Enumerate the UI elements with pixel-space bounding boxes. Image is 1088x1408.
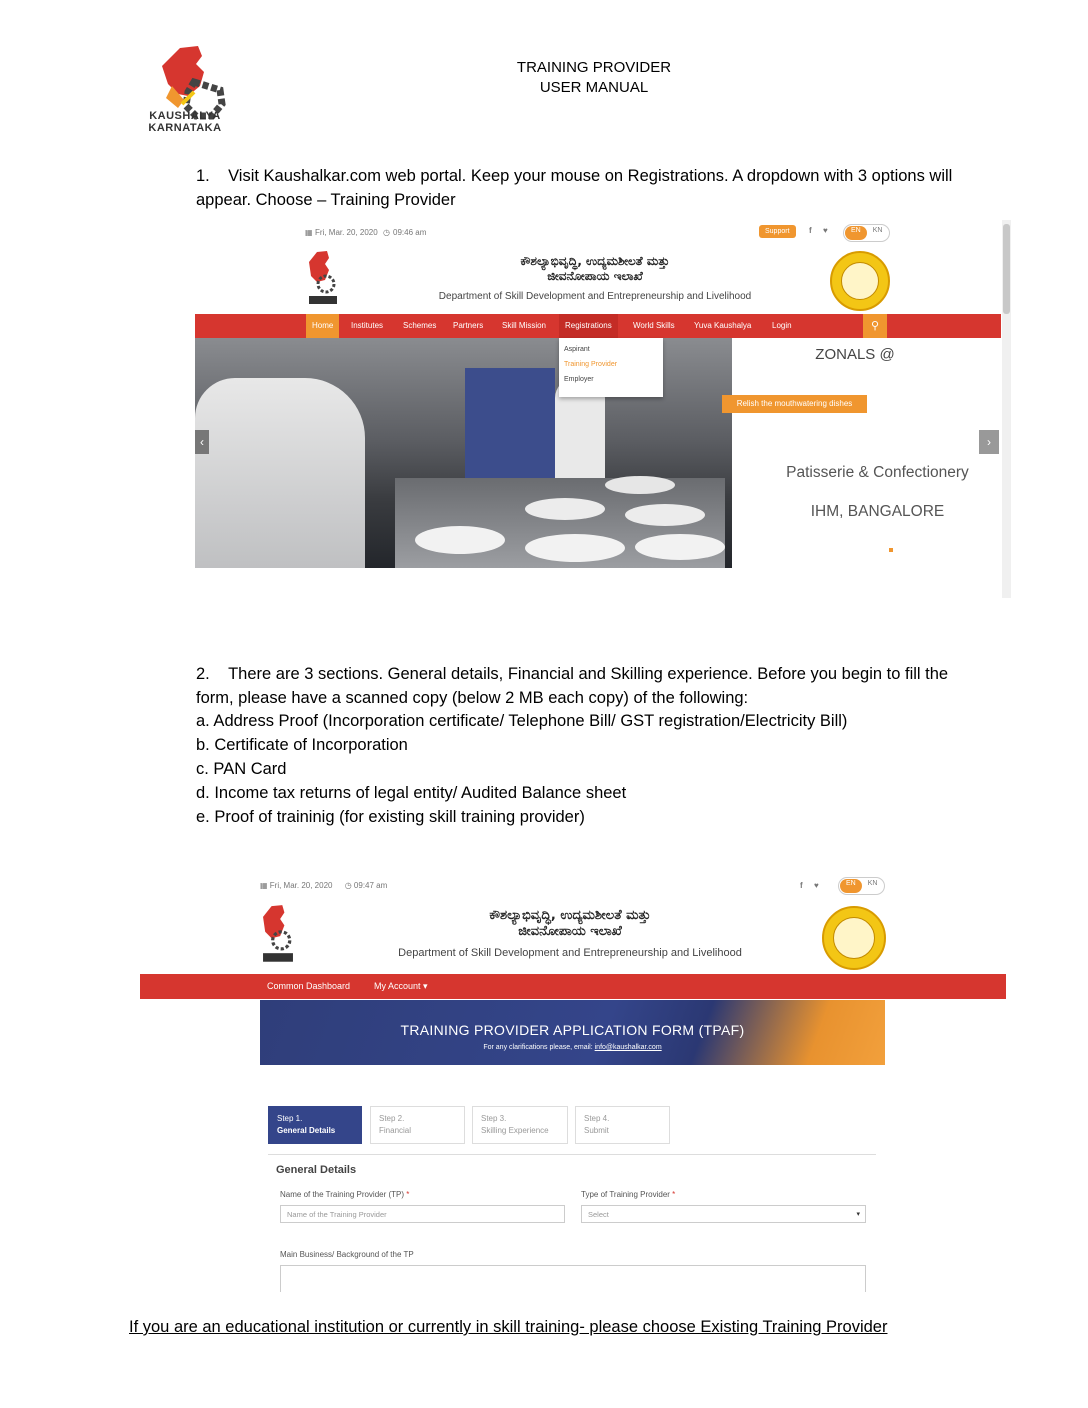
support-button[interactable]: Support xyxy=(759,225,796,238)
calendar-icon: ▦ xyxy=(260,881,270,890)
requirement-training-proof: e. Proof of traininig (for existing skill training provider) xyxy=(196,808,585,826)
slide-badge: Relish the mouthwatering dishes xyxy=(722,395,867,413)
nav-common-dashboard[interactable]: Common Dashboard xyxy=(267,981,351,991)
required-mark: * xyxy=(672,1190,676,1199)
kannada-line-2: ಜೀವನೋಪಾಯ ಇಲಾಖೆ xyxy=(547,269,643,283)
lang-en[interactable]: EN xyxy=(845,226,867,240)
lang-en[interactable]: EN xyxy=(840,879,862,893)
field-business-label: Main Business/ Background of the TP xyxy=(280,1250,414,1259)
slide-prev-icon[interactable]: ‹ xyxy=(195,430,209,454)
portal-logo xyxy=(260,904,296,966)
dropdown-employer[interactable]: Employer xyxy=(564,376,594,383)
facebook-icon[interactable]: f xyxy=(800,881,803,890)
step-2-intro: 2. There are 3 sections. General details, Financial and Skilling experience. Before you begin to fill the form, please have a scanned copy (below 2 MB each copy) of the following: xyxy=(196,665,949,707)
registrations-dropdown xyxy=(559,338,663,397)
step-tab-2[interactable] xyxy=(370,1106,465,1144)
portal-screenshot-1 xyxy=(195,220,1011,598)
banner-title: TRAINING PROVIDER APPLICATION FORM (TPAF) xyxy=(400,1022,745,1038)
lang-kn[interactable]: KN xyxy=(867,880,878,887)
existing-provider-note: If you are an educational institution or currently in skill training- please choose Existing Training Provider xyxy=(129,1318,888,1336)
kannada-title xyxy=(360,908,780,940)
banner-sub-prefix: For any clarifications please, email: xyxy=(483,1044,595,1051)
training-provider-name-input[interactable]: Name of the Training Provider xyxy=(280,1205,565,1223)
form-steps xyxy=(268,1106,678,1146)
title-line-2: USER MANUAL xyxy=(539,79,649,96)
facebook-icon[interactable]: f xyxy=(809,226,812,235)
logo-line-2: KARNATAKA xyxy=(148,122,222,134)
step-1-text: 1. Visit Kaushalkar.com web portal. Keep your mouse on Registrations. A dropdown with 3 options will appear. Choose – Training Provider xyxy=(196,167,953,209)
field-name-label-text: Name of the Training Provider (TP) xyxy=(280,1190,405,1199)
step-num: Step 4. xyxy=(584,1114,610,1123)
nav-login[interactable]: Login xyxy=(772,321,792,330)
tpaf-banner xyxy=(260,1000,885,1065)
top-bar xyxy=(195,220,1011,246)
section-title: General Details xyxy=(276,1164,357,1176)
time-text: 09:47 am xyxy=(353,881,388,890)
kannada-line-2: ಜೀವನೋಪಾಯ ಇಲಾಖೆ xyxy=(518,924,622,939)
step-name: Financial xyxy=(379,1126,412,1135)
nav-schemes[interactable]: Schemes xyxy=(403,321,437,330)
document-title xyxy=(0,58,1088,98)
slide-line-1: Patisserie & Confectionery xyxy=(786,464,969,481)
slide-line-2: IHM, BANGALORE xyxy=(810,503,945,520)
kannada-line-1: ಕೌಶಲ್ಯಾಭಿವೃದ್ಧಿ, ಉದ್ಯಮಶೀಲತೆ ಮತ್ತು xyxy=(520,254,670,268)
lang-kn[interactable]: KN xyxy=(872,227,883,234)
step-name: Submit xyxy=(584,1126,609,1135)
select-value: Select xyxy=(588,1210,609,1219)
kannada-title xyxy=(395,254,795,284)
slide-next-icon[interactable]: › xyxy=(979,430,999,454)
field-type-label xyxy=(581,1190,675,1199)
main-business-textarea[interactable] xyxy=(280,1265,866,1292)
nav-my-account[interactable]: My Account ▾ xyxy=(374,981,428,991)
calendar-icon: ▦ xyxy=(305,228,313,237)
twitter-icon[interactable]: ♥ xyxy=(823,226,828,235)
nav-home[interactable]: Home xyxy=(306,314,339,338)
nav-registrations[interactable]: Registrations xyxy=(559,314,618,338)
date-text: Fri, Mar. 20, 2020 xyxy=(315,228,378,237)
portal-logo xyxy=(307,250,339,308)
nav-skill-mission[interactable]: Skill Mission xyxy=(502,321,547,330)
required-mark: * xyxy=(406,1190,410,1199)
step-tab-3[interactable] xyxy=(472,1106,568,1144)
step-num: Step 2. xyxy=(379,1114,405,1123)
step-num: Step 3. xyxy=(481,1114,507,1123)
requirement-incorporation: b. Certificate of Incorporation xyxy=(196,736,408,754)
training-provider-type-select[interactable] xyxy=(581,1205,866,1223)
step-name: Skilling Experience xyxy=(481,1126,549,1135)
nav-world-skills[interactable]: World Skills xyxy=(633,321,675,330)
logo-line-1: KAUSHALYA xyxy=(149,110,221,122)
dropdown-training-provider[interactable]: Training Provider xyxy=(564,361,618,368)
nav-institutes[interactable]: Institutes xyxy=(351,321,384,330)
karnataka-seal xyxy=(822,906,886,970)
requirement-list xyxy=(196,709,996,829)
banner-email-link[interactable]: info@kaushalkar.com xyxy=(594,1044,662,1051)
portal-screenshot-2 xyxy=(140,872,1006,1292)
caret-down-icon: ▾ xyxy=(856,1211,860,1218)
department-name: Department of Skill Development and Entrepreneurship and Livelihood xyxy=(438,291,752,302)
logo-wordmark xyxy=(140,110,230,134)
top-bar-2 xyxy=(260,881,387,890)
language-toggle[interactable] xyxy=(843,224,890,242)
step-tab-4[interactable] xyxy=(575,1106,670,1144)
nav-partners[interactable]: Partners xyxy=(453,321,484,330)
search-icon[interactable]: ⚲ xyxy=(863,314,887,338)
title-line-1: TRAINING PROVIDER xyxy=(516,59,672,76)
karnataka-seal xyxy=(830,251,890,311)
step-num: Step 1. xyxy=(277,1114,303,1123)
banner-subtitle xyxy=(260,1044,885,1051)
field-type-label-text: Type of Training Provider xyxy=(581,1190,670,1199)
requirement-address-proof: a. Address Proof (Incorporation certificate/ Telephone Bill/ GST registration/Electricity Bill) xyxy=(196,712,848,730)
dropdown-aspirant[interactable]: Aspirant xyxy=(564,346,590,353)
nav-yuva-kaushalya[interactable]: Yuva Kaushalya xyxy=(694,321,752,330)
divider xyxy=(268,1154,876,1155)
requirement-income-tax: d. Income tax returns of legal entity/ Audited Balance sheet xyxy=(196,784,627,802)
step-tab-1[interactable] xyxy=(268,1106,362,1144)
date-text: Fri, Mar. 20, 2020 xyxy=(269,881,333,890)
department-name: Department of Skill Development and Entrepreneurship and Livelihood xyxy=(398,947,742,959)
clock-icon: ◷ xyxy=(383,228,390,237)
slide-heading: ZONALS @ xyxy=(815,346,895,363)
language-toggle[interactable] xyxy=(838,877,885,895)
slide-dot[interactable] xyxy=(889,548,893,552)
twitter-icon[interactable]: ♥ xyxy=(814,881,819,890)
step-name: General Details xyxy=(277,1126,336,1135)
scrollbar-track[interactable] xyxy=(1002,220,1011,598)
kannada-line-1: ಕೌಶಲ್ಯಾಭಿವೃದ್ಧಿ, ಉದ್ಯಮಶೀಲತೆ ಮತ್ತು xyxy=(489,908,651,923)
main-nav xyxy=(195,314,1001,338)
clock-icon: ◷ xyxy=(344,881,354,890)
field-name-label xyxy=(280,1190,409,1199)
dashboard-nav xyxy=(140,974,1006,999)
time-text: 09:46 am xyxy=(393,228,427,237)
requirement-pan: c. PAN Card xyxy=(196,760,287,778)
